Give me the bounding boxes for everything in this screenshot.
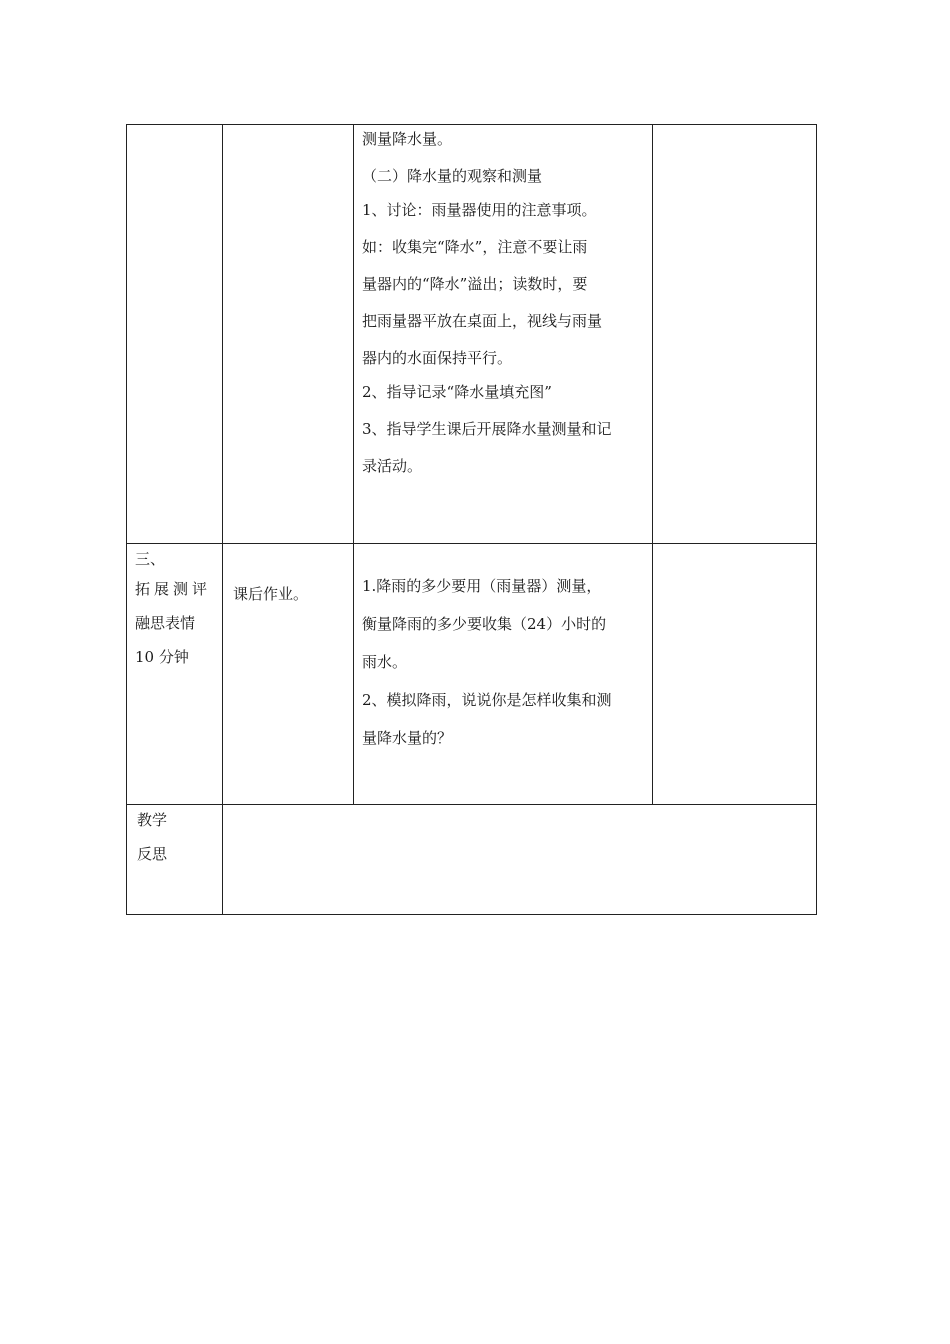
content-line: 如：收集完“降水”，注意不要让雨 — [362, 238, 588, 256]
content-line: 测量降水量。 — [362, 130, 453, 148]
content-line: 量器内的“降水”溢出；读数时，要 — [362, 275, 588, 293]
content-line: 1.降雨的多少要用（雨量器）测量， — [362, 577, 602, 595]
content-line: 2、模拟降雨，说说你是怎样收集和测 — [362, 691, 612, 709]
activity-text: 课后作业。 — [233, 585, 309, 603]
stage-cell — [127, 125, 223, 544]
reflection-label: 教学 — [137, 811, 168, 829]
reflection-label-cell — [127, 805, 223, 915]
content-line: 1、讨论：雨量器使用的注意事项。 — [362, 201, 597, 219]
content-cell — [354, 544, 653, 805]
stage-subtitle: 融思表情 — [135, 614, 196, 632]
content-line: 录活动。 — [362, 457, 423, 475]
activity-cell — [223, 544, 354, 805]
notes-cell — [653, 125, 817, 544]
content-line: 3、指导学生课后开展降水量测量和记 — [362, 420, 612, 438]
reflection-cell — [223, 805, 817, 915]
content-line: 把雨量器平放在桌面上，视线与雨量 — [362, 312, 603, 330]
stage-title: 拓展测评 — [135, 580, 212, 598]
table-row — [127, 544, 817, 805]
content-line: 雨水。 — [362, 653, 408, 671]
stage-cell — [127, 544, 223, 805]
stage-duration: 10 分钟 — [135, 648, 189, 666]
content-line: （二）降水量的观察和测量 — [362, 167, 543, 185]
lesson-plan-table — [126, 124, 817, 915]
content-line: 量降水量的？ — [362, 729, 453, 747]
activity-cell — [223, 125, 354, 544]
table-row — [127, 805, 817, 915]
content-line: 器内的水面保持平行。 — [362, 349, 513, 367]
stage-number: 三、 — [135, 550, 166, 568]
content-line: 2、指导记录“降水量填充图” — [362, 383, 552, 401]
content-line: 衡量降雨的多少要收集（24）小时的 — [362, 615, 607, 633]
content-cell — [354, 125, 653, 544]
reflection-label: 反思 — [137, 845, 168, 863]
notes-cell — [653, 544, 817, 805]
table-row — [127, 125, 817, 544]
